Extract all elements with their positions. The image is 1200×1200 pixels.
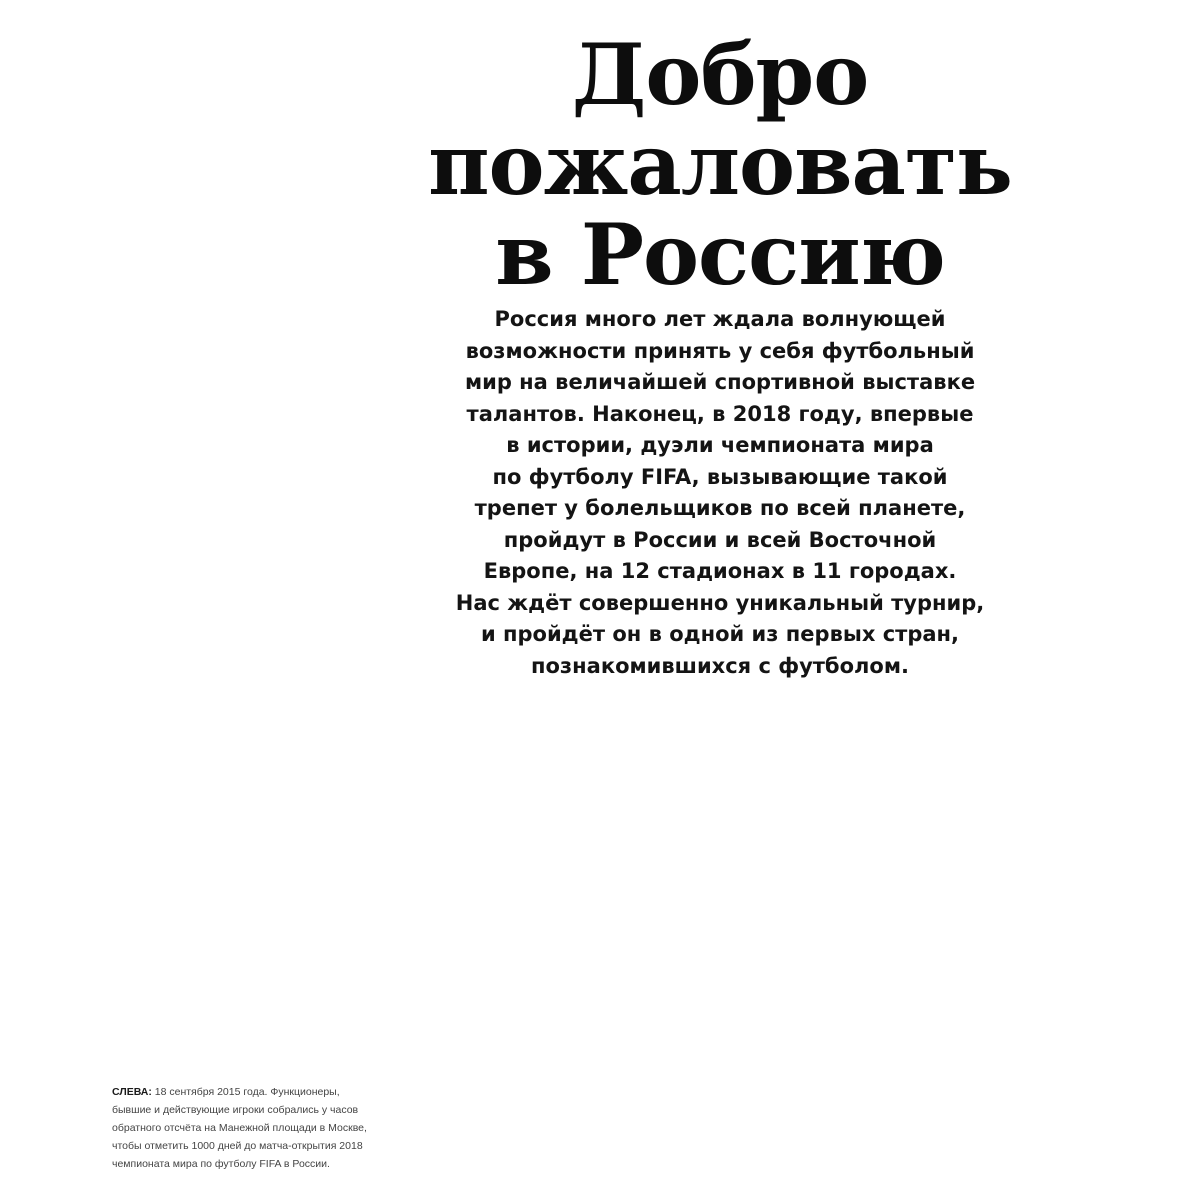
intro-line: по футболу FIFA, вызывающие такой (492, 464, 948, 489)
intro-line: Нас ждёт совершенно уникальный турнир, (455, 590, 985, 615)
intro-line: мир на величайшей спортивной выставке (464, 370, 976, 394)
intro-paragraph (410, 304, 1030, 682)
intro-line: Россия много лет ждала волнующей (494, 307, 946, 331)
photo-caption (112, 1083, 412, 1173)
intro-line: трепет у болельщиков по всей планете, (474, 496, 966, 520)
caption-line: чтобы отметить 1000 дней до матча-открытия 2018 (112, 1140, 363, 1152)
intro-line: возможности принять у себя футбольный (465, 338, 975, 363)
title-line-2: пожаловать (428, 115, 1012, 214)
caption-first-line: 18 сентября 2015 года. Функционеры, (151, 1086, 340, 1098)
page-title (420, 25, 1020, 304)
caption-line: обратного отсчёта на Манежной площади в Москве, (112, 1122, 367, 1134)
title-line-3: в Россию (495, 205, 945, 304)
intro-line: в истории, дуэли чемпионата мира (506, 433, 934, 457)
intro-line: и пройдёт он в одной из первых стран, (480, 622, 960, 646)
caption-line: чемпионата мира по футболу FIFA в России. (112, 1158, 330, 1170)
caption-label: СЛЕВА: (112, 1086, 152, 1098)
caption-line: бывшие и действующие игроки собрались у часов (112, 1104, 359, 1116)
title-line-1: Добро (571, 25, 869, 124)
intro-line: Европе, на 12 стадионах в 11 городах. (483, 559, 957, 583)
caption-line (112, 1083, 412, 1101)
intro-line: познакомившихся с футболом. (531, 653, 909, 678)
intro-line: талантов. Наконец, в 2018 году, впервые (466, 401, 974, 426)
intro-line: пройдут в России и всей Восточной (503, 527, 937, 552)
